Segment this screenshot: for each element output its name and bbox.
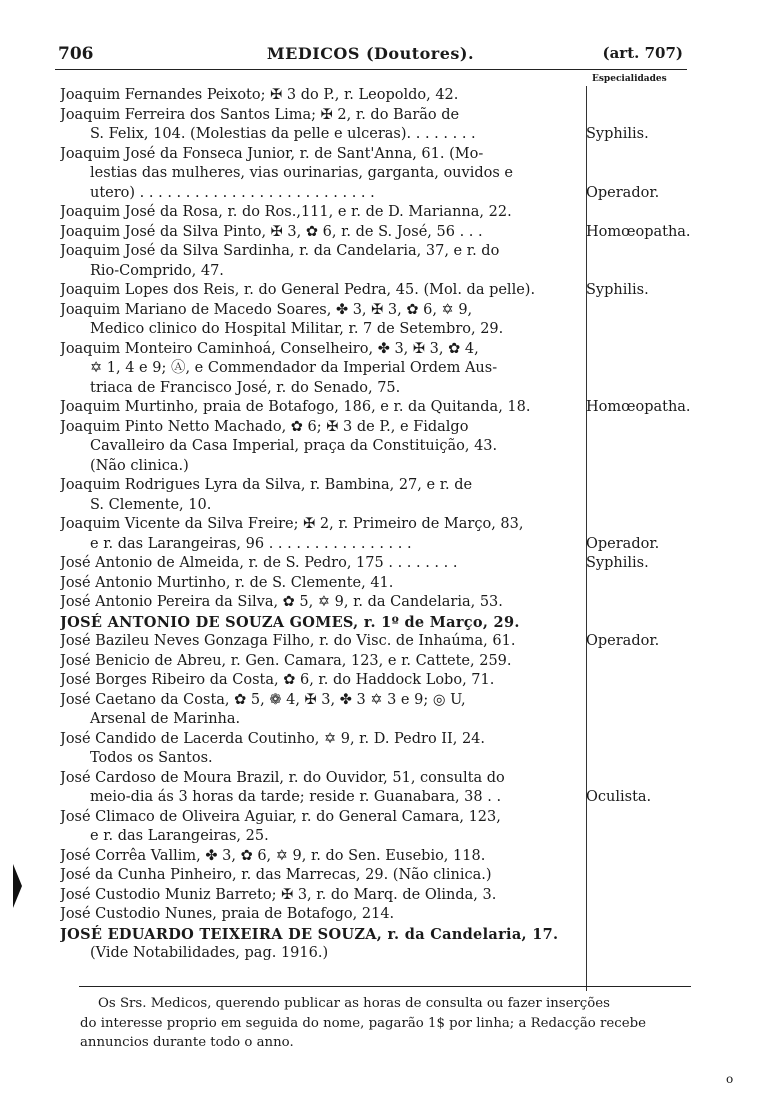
entry-specialty: Syphilis. [586, 126, 649, 142]
directory-list [60, 86, 700, 964]
entry-name-line: Joaquim Vicente da Silva Freire; ✠ 2, r. Primeiro de Março, 83, [60, 516, 524, 532]
entry-name-line: JOSÉ ANTONIO DE SOUZA GOMES, r. 1º de Março, 29. [60, 613, 520, 631]
directory-entry [60, 203, 700, 223]
entry-name-line: José Antonio Murtinho, r. de S. Clemente, 41. [60, 574, 394, 591]
entry-name-line: José Antonio Pereira da Silva, ✿ 5, ✡ 9, r. da Candelaria, 53. [60, 594, 503, 610]
directory-entry [60, 418, 700, 477]
entry-name-line: Joaquim José da Silva Pinto, ✠ 3, ✿ 6, r. de S. José, 56 . . . [60, 223, 483, 240]
entry-name-line: Joaquim Pinto Netto Machado, ✿ 6; ✠ 3 de P., e Fidalgo [60, 418, 469, 435]
page-number: 706 [58, 44, 94, 64]
directory-entry [60, 886, 700, 906]
directory-entry [60, 847, 700, 867]
directory-entry [60, 866, 700, 886]
entry-continuation-line: utero) . . . . . . . . . . . . . . . . . . . . . . . . . . [90, 184, 375, 201]
entry-continuation-line: meio-dia ás 3 horas da tarde; reside r. Guanabara, 38 . . [90, 789, 502, 805]
entry-specialty: Syphilis. [586, 282, 649, 298]
entry-name-line: José Benicio de Abreu, r. Gen. Camara, 123, e r. Cattete, 259. [60, 652, 512, 669]
entry-name-line: José Caetano da Costa, ✿ 5, ❁ 4, ✠ 3, ✤ 3 ✡ 3 e 9; ◎ U, [60, 691, 466, 708]
entry-name-line: Joaquim Lopes dos Reis, r. do General Pedra, 45. (Mol. da pelle). [60, 282, 536, 298]
entry-name-line: José Candido de Lacerda Coutinho, ✡ 9, r. D. Pedro II, 24. [60, 730, 486, 747]
directory-entry [60, 145, 700, 204]
entry-name-line: José Corrêa Vallim, ✤ 3, ✿ 6, ✡ 9, r. do Sen. Eusebio, 118. [60, 847, 486, 864]
entry-specialty: Syphilis. [586, 555, 649, 571]
directory-entry [60, 223, 700, 243]
entry-continuation-line: S. Clemente, 10. [90, 496, 212, 513]
directory-entry [60, 905, 700, 925]
directory-entry [60, 925, 700, 964]
directory-entry [60, 476, 700, 515]
directory-entry [60, 340, 700, 399]
directory-entry [60, 281, 700, 301]
entry-name-line: Joaquim Rodrigues Lyra da Silva, r. Bambina, 27, e r. de [60, 477, 473, 493]
specialty-column-header: Especialidades [592, 74, 667, 84]
entry-name-line: José Cardoso de Moura Brazil, r. do Ouvidor, 51, consulta do [60, 769, 505, 786]
entry-name-line: José Custodio Muniz Barreto; ✠ 3, r. do Marq. de Olinda, 3. [60, 886, 497, 903]
directory-entry [60, 398, 700, 418]
entry-name-line: José Climaco de Oliveira Aguiar, r. do General Camara, 123, [60, 808, 501, 825]
directory-entry [60, 515, 700, 554]
entry-specialty: Homœopatha. [586, 399, 691, 415]
entry-name-line: Joaquim José da Fonseca Junior, r. de Sant'Anna, 61. (Mo- [60, 145, 484, 162]
page-corner-mark: o [726, 1072, 734, 1086]
directory-entry [60, 632, 700, 652]
directory-entry [60, 86, 700, 106]
entry-specialty: Oculista. [586, 789, 652, 805]
directory-entry [60, 554, 700, 574]
entry-name-line: José Bazileu Neves Gonzaga Filho, r. do Visc. de Inhaúma, 61. [60, 633, 516, 649]
directory-entry [60, 808, 700, 847]
entry-name-line: José Antonio de Almeida, r. de S. Pedro, 175 . . . . . . . . [60, 555, 458, 571]
entry-continuation-line: S. Felix, 104. (Molestias da pelle e ulceras). . . . . . . . [90, 126, 476, 142]
entry-name-line: Joaquim Fernandes Peixoto; ✠ 3 do P., r. Leopoldo, 42. [60, 87, 459, 103]
entry-continuation-line: e r. das Larangeiras, 25. [90, 828, 269, 844]
entry-specialty: Operador. [586, 184, 660, 201]
margin-mark [13, 864, 22, 908]
entry-name-line: Joaquim José da Silva Sardinha, r. da Candelaria, 37, e r. do [60, 243, 500, 259]
footer-note [80, 994, 695, 1053]
footer-rule [79, 986, 691, 987]
entry-continuation-line: (Vide Notabilidades, pag. 1916.) [90, 945, 329, 961]
directory-entry [60, 769, 700, 808]
entry-name-line: JOSÉ EDUARDO TEIXEIRA DE SOUZA, r. da Candelaria, 17. [60, 925, 559, 943]
header-rule [55, 69, 687, 70]
entry-continuation-line: Arsenal de Marinha. [90, 711, 241, 727]
directory-entry [60, 593, 700, 613]
entry-name-line: Joaquim Ferreira dos Santos Lima; ✠ 2, r. do Barão de [60, 106, 460, 123]
entry-specialty: Operador. [586, 535, 660, 552]
entry-continuation-line: (Não clinica.) [90, 457, 189, 474]
directory-entry [60, 613, 700, 633]
directory-entry [60, 671, 700, 691]
directory-entry [60, 106, 700, 145]
page-title: MEDICOS (Doutores). [266, 44, 475, 63]
entry-continuation-line: Medico clinico do Hospital Militar, r. 7 de Setembro, 29. [90, 321, 504, 337]
entry-continuation-line: Todos os Santos. [90, 750, 213, 766]
entry-continuation-line: triaca de Francisco José, r. do Senado, 75. [90, 379, 401, 396]
directory-entry [60, 691, 700, 730]
directory-entry [60, 652, 700, 672]
footer-note-line: annuncios durante todo o anno. [80, 1035, 294, 1050]
page-header [58, 44, 683, 68]
entry-name-line: José Borges Ribeiro da Costa, ✿ 6, r. do Haddock Lobo, 71. [60, 672, 495, 688]
footer-note-line: Os Srs. Medicos, querendo publicar as horas de consulta ou fazer inserções [98, 996, 610, 1011]
entry-name-line: Joaquim Mariano de Macedo Soares, ✤ 3, ✠ 3, ✿ 6, ✡ 9, [60, 301, 473, 318]
entry-name-line: Joaquim José da Rosa, r. do Ros.,111, e r. de D. Marianna, 22. [60, 204, 512, 220]
entry-specialty: Homœopatha. [586, 223, 691, 240]
entry-continuation-line: Cavalleiro da Casa Imperial, praça da Constituição, 43. [90, 438, 498, 454]
directory-entry [60, 301, 700, 340]
directory-entry [60, 730, 700, 769]
entry-continuation-line: lestias das mulheres, vias ourinarias, garganta, ouvidos e [90, 165, 513, 181]
entry-continuation-line: ✡ 1, 4 e 9; Ⓐ, e Commendador da Imperial Ordem Aus- [90, 360, 498, 376]
entry-name-line: José da Cunha Pinheiro, r. das Marrecas, 29. (Não clinica.) [60, 867, 492, 883]
entry-continuation-line: Rio-Comprido, 47. [90, 262, 224, 279]
entry-name-line: Joaquim Monteiro Caminhoá, Conselheiro, ✤ 3, ✠ 3, ✿ 4, [60, 340, 479, 357]
entry-continuation-line: e r. das Larangeiras, 96 . . . . . . . . . . . . . . . . [90, 535, 412, 552]
entry-name-line: Joaquim Murtinho, praia de Botafogo, 186, e r. da Quitanda, 18. [60, 399, 531, 415]
article-reference: (art. 707) [602, 44, 683, 62]
directory-entry [60, 574, 700, 594]
entry-name-line: José Custodio Nunes, praia de Botafogo, 214. [60, 906, 395, 922]
footer-note-line: do interesse proprio em seguida do nome, pagarão 1$ por linha; a Redacção recebe [80, 1015, 646, 1031]
entry-specialty: Operador. [586, 633, 660, 649]
directory-entry [60, 242, 700, 281]
